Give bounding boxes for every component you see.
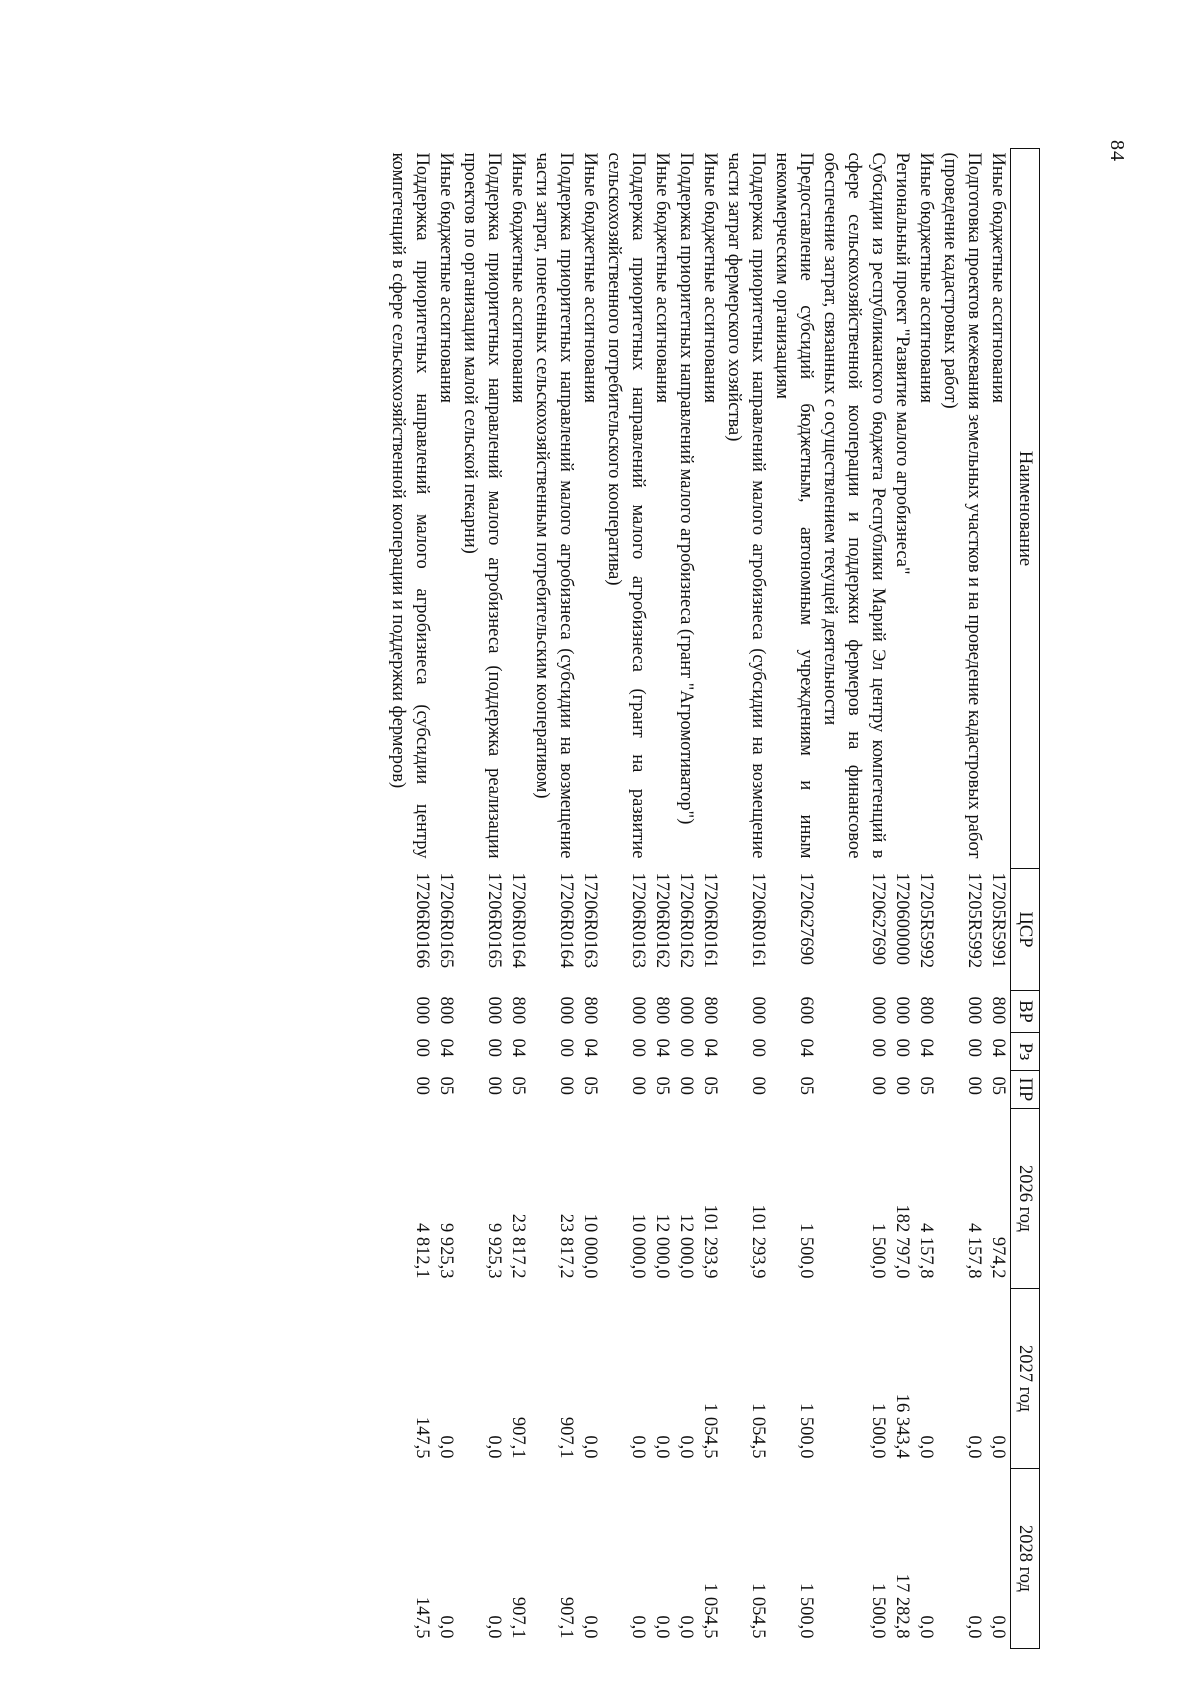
row-csr: 17206R0161 (700, 872, 720, 969)
row-csr: 17206R0164 (556, 872, 576, 969)
row-name: Поддержка приоритетных направлений малого агробизнеса (грант на развитие сельскохозяйственного потребительского кооператива) (604, 152, 648, 859)
row-name: Региональный проект "Развитие малого агробизнеса" (892, 152, 912, 575)
row-2028: 0,0 (580, 1615, 600, 1639)
row-name: Иные бюджетные ассигнования (988, 152, 1008, 404)
table-row (530, 149, 578, 1649)
row-2026: 4 812,1 (412, 1223, 432, 1279)
table-row (602, 149, 650, 1649)
row-csr: 1720600000 (892, 872, 912, 965)
row-rz: 00 (484, 1038, 504, 1057)
table-row (650, 149, 674, 1649)
budget-table-rotated (160, 148, 1040, 1648)
row-2027: 0,0 (436, 1435, 456, 1459)
table-row (674, 149, 698, 1649)
row-csr: 1720627690 (868, 872, 888, 965)
row-name: Иные бюджетные ассигнования (508, 152, 528, 404)
row-2026: 10 000,0 (580, 1213, 600, 1279)
row-2028: 0,0 (652, 1615, 672, 1639)
row-vr: 800 (436, 996, 456, 1025)
table-row (578, 149, 602, 1649)
row-pr: 05 (652, 1076, 672, 1095)
row-csr: 17205R5991 (988, 872, 1008, 969)
row-2026: 23 817,2 (508, 1213, 528, 1279)
row-name: Поддержка приоритетных направлений малого агробизнеса (субсидии на возмещение части затрат, понесенных сельскохозяйственным потребительским кооперативом) (532, 152, 576, 859)
row-rz: 00 (964, 1038, 984, 1057)
row-pr: 05 (916, 1076, 936, 1095)
row-2028: 1 054,5 (700, 1583, 720, 1639)
row-pr: 00 (868, 1076, 888, 1095)
table-row (914, 149, 938, 1649)
row-2027: 0,0 (652, 1435, 672, 1459)
row-name: Субсидии из республиканского бюджета Республики Марий Эл центру компетенций в сфере сельскохозяйственной кооперации и поддержки фермеров на финансовое обеспечение затрат, связанных с осуществлением текущей деятельности (820, 152, 888, 859)
row-2026: 1 500,0 (796, 1223, 816, 1279)
row-2028: 907,1 (556, 1596, 576, 1639)
row-rz: 04 (580, 1038, 600, 1057)
row-vr: 000 (676, 996, 696, 1025)
page-number: 84 (1106, 140, 1128, 162)
row-2027: 16 343,4 (892, 1393, 912, 1459)
row-rz: 04 (508, 1038, 528, 1057)
row-vr: 800 (916, 996, 936, 1025)
header-pr: ПР (1011, 1071, 1040, 1109)
row-csr: 17205R5992 (964, 872, 984, 969)
row-rz: 04 (700, 1038, 720, 1057)
row-name: Иные бюджетные ассигнования (916, 152, 936, 404)
row-2027: 1 054,5 (700, 1403, 720, 1459)
row-vr: 000 (748, 996, 768, 1025)
row-2027: 0,0 (676, 1435, 696, 1459)
row-pr: 00 (628, 1076, 648, 1095)
row-2026: 4 157,8 (964, 1223, 984, 1279)
row-2028: 907,1 (508, 1596, 528, 1639)
row-rz: 00 (868, 1038, 888, 1057)
row-pr: 05 (988, 1076, 1008, 1095)
row-2027: 0,0 (580, 1435, 600, 1459)
table-row (698, 149, 722, 1649)
row-csr: 17206R0165 (436, 872, 456, 969)
header-name: Наименование (1011, 149, 1040, 869)
row-2028: 0,0 (988, 1615, 1008, 1639)
row-2028: 1 500,0 (868, 1583, 888, 1639)
row-2027: 0,0 (628, 1435, 648, 1459)
row-rz: 00 (412, 1038, 432, 1057)
row-pr: 00 (748, 1076, 768, 1095)
table-row (386, 149, 434, 1649)
row-2026: 9 925,3 (436, 1223, 456, 1279)
row-name: Иные бюджетные ассигнования (436, 152, 456, 404)
row-vr: 000 (964, 996, 984, 1025)
table-row (938, 149, 986, 1649)
row-rz: 00 (676, 1038, 696, 1057)
row-pr: 00 (556, 1076, 576, 1095)
row-vr: 800 (988, 996, 1008, 1025)
table-row (434, 149, 458, 1649)
row-2027: 0,0 (916, 1435, 936, 1459)
row-pr: 00 (892, 1076, 912, 1095)
row-csr: 17206R0162 (676, 872, 696, 969)
row-vr: 000 (892, 996, 912, 1025)
row-rz: 00 (748, 1038, 768, 1057)
row-csr: 17206R0163 (628, 872, 648, 969)
row-2026: 101 293,9 (748, 1204, 768, 1279)
row-2026: 1 500,0 (868, 1223, 888, 1279)
row-name: Поддержка приоритетных направлений малого агробизнеса (грант "Агромотиватор") (676, 152, 696, 825)
row-2026: 9 925,3 (484, 1223, 504, 1279)
row-name: Поддержка приоритетных направлений малого агробизнеса (поддержка реализации проектов по организации малой сельской пекарни) (460, 152, 504, 859)
row-2028: 0,0 (484, 1615, 504, 1639)
row-2027: 147,5 (412, 1416, 432, 1459)
row-pr: 05 (580, 1076, 600, 1095)
row-rz: 04 (796, 1038, 816, 1057)
row-name: Иные бюджетные ассигнования (652, 152, 672, 404)
row-csr: 17205R5992 (916, 872, 936, 969)
row-2026: 4 157,8 (916, 1223, 936, 1279)
row-2026: 10 000,0 (628, 1213, 648, 1279)
row-2027: 0,0 (484, 1435, 504, 1459)
row-csr: 17206R0163 (580, 872, 600, 969)
row-2028: 0,0 (916, 1615, 936, 1639)
row-2028: 1 500,0 (796, 1583, 816, 1639)
header-2027: 2027 год (1011, 1289, 1040, 1469)
budget-table (386, 148, 1040, 1649)
row-vr: 800 (508, 996, 528, 1025)
table-row (818, 149, 890, 1649)
row-name: Иные бюджетные ассигнования (580, 152, 600, 404)
row-pr: 05 (436, 1076, 456, 1095)
row-pr: 00 (964, 1076, 984, 1095)
row-rz: 04 (916, 1038, 936, 1057)
row-2028: 0,0 (964, 1615, 984, 1639)
row-rz: 04 (436, 1038, 456, 1057)
row-pr: 00 (412, 1076, 432, 1095)
row-vr: 000 (628, 996, 648, 1025)
header-rz: Рз (1011, 1033, 1040, 1071)
row-name: Иные бюджетные ассигнования (700, 152, 720, 404)
table-row (890, 149, 914, 1649)
row-pr: 00 (676, 1076, 696, 1095)
row-name: Поддержка приоритетных направлений малого агробизнеса (субсидии центру компетенций в сфере сельскохозяйственной кооперации и поддержки фермеров) (388, 152, 432, 859)
table-row (458, 149, 506, 1649)
row-2026: 12 000,0 (652, 1213, 672, 1279)
header-vr: ВР (1011, 991, 1040, 1033)
row-2027: 0,0 (988, 1435, 1008, 1459)
row-2027: 907,1 (508, 1416, 528, 1459)
row-pr: 05 (700, 1076, 720, 1095)
row-2028: 147,5 (412, 1596, 432, 1639)
row-2027: 907,1 (556, 1416, 576, 1459)
table-row (722, 149, 770, 1649)
row-vr: 000 (412, 996, 432, 1025)
row-csr: 17206R0164 (508, 872, 528, 969)
row-csr: 17206R0162 (652, 872, 672, 969)
table-header-row (1011, 149, 1040, 1649)
row-pr: 05 (508, 1076, 528, 1095)
row-vr: 800 (580, 996, 600, 1025)
row-name: Поддержка приоритетных направлений малого агробизнеса (субсидии на возмещение части затрат фермерского хозяйства) (724, 152, 768, 859)
row-csr: 17206R0165 (484, 872, 504, 969)
table-row (986, 149, 1011, 1649)
row-vr: 800 (700, 996, 720, 1025)
row-csr: 1720627690 (796, 872, 816, 965)
row-2027: 1 054,5 (748, 1403, 768, 1459)
row-2028: 0,0 (436, 1615, 456, 1639)
row-2026: 182 797,0 (892, 1204, 912, 1279)
table-row (506, 149, 530, 1649)
row-name: Предоставление субсидий бюджетным, автономным учреждениям и иным некоммерческим организациям (772, 152, 816, 859)
row-rz: 00 (628, 1038, 648, 1057)
row-2027: 1 500,0 (868, 1403, 888, 1459)
row-rz: 00 (556, 1038, 576, 1057)
row-2027: 1 500,0 (796, 1403, 816, 1459)
row-2026: 23 817,2 (556, 1213, 576, 1279)
row-2028: 1 054,5 (748, 1583, 768, 1639)
row-vr: 600 (796, 996, 816, 1025)
row-2026: 101 293,9 (700, 1204, 720, 1279)
row-rz: 00 (892, 1038, 912, 1057)
row-vr: 800 (652, 996, 672, 1025)
row-csr: 17206R0166 (412, 872, 432, 969)
table-row (770, 149, 818, 1649)
row-vr: 000 (556, 996, 576, 1025)
header-csr: ЦСР (1011, 869, 1040, 991)
row-2028: 0,0 (676, 1615, 696, 1639)
row-pr: 05 (796, 1076, 816, 1095)
row-pr: 00 (484, 1076, 504, 1095)
row-2028: 0,0 (628, 1615, 648, 1639)
row-rz: 04 (652, 1038, 672, 1057)
row-csr: 17206R0161 (748, 872, 768, 969)
row-2026: 974,2 (988, 1236, 1008, 1279)
header-2026: 2026 год (1011, 1109, 1040, 1289)
row-rz: 04 (988, 1038, 1008, 1057)
row-2026: 12 000,0 (676, 1213, 696, 1279)
header-2028: 2028 год (1011, 1469, 1040, 1649)
row-vr: 000 (484, 996, 504, 1025)
row-vr: 000 (868, 996, 888, 1025)
row-2027: 0,0 (964, 1435, 984, 1459)
row-name: Подготовка проектов межевания земельных участков и на проведение кадастровых работ (проведение кадастровых работ) (940, 152, 984, 859)
row-2028: 17 282,8 (892, 1573, 912, 1639)
